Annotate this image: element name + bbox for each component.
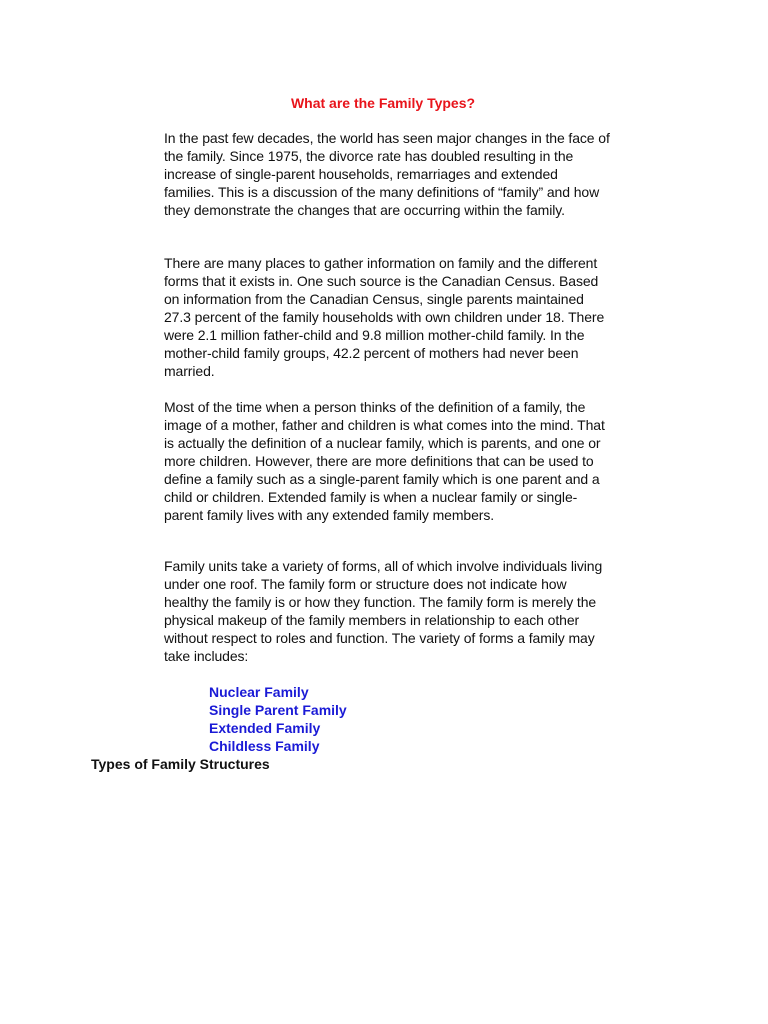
paragraph-intro: In the past few decades, the world has seen major changes in the face of the family. Since 1975, the divorce rate has doubled resulting in the increase of single-parent households, remarriages and extended families. This is a discussion of the many definitions of “family” and how they demonstrate the changes that are occurring within the family. (164, 130, 610, 218)
paragraph-definitions: Most of the time when a person thinks of the definition of a family, the image of a mother, father and children is what comes into the mind. That is actually the definition of a nuclear family, which is parents, and one or more children. However, there are more definitions that can be used to define a family such as a single-parent family which is one parent and a child or children. Extended family is when a nuclear family or single-parent family lives with any extended family members. (164, 399, 605, 523)
paragraph-family-forms: Family units take a variety of forms, all of which involve individuals living under one roof. The family form or structure does not indicate how healthy the family is or how they function. The family form is merely the physical makeup of the family members in relationship to each other without respect to roles and function. The variety of forms a family may take includes: (164, 558, 603, 664)
family-type-link-single-parent[interactable]: Single Parent Family (209, 702, 347, 718)
family-type-link-nuclear[interactable]: Nuclear Family (209, 684, 309, 700)
section-heading: Types of Family Structures (91, 756, 270, 772)
family-types-list (209, 683, 347, 755)
paragraph-census: There are many places to gather information on family and the different forms that it exists in. One such source is the Canadian Census. Based on information from the Canadian Census, single parents maintained 27.3 percent of the family households with own children under 18. There were 2.1 million father-child and 9.8 million mother-child family. In the mother-child family groups, 42.2 percent of mothers had never been married. (164, 255, 605, 379)
page-title: What are the Family Types? (290, 95, 476, 111)
family-type-link-extended[interactable]: Extended Family (209, 720, 321, 736)
family-type-link-childless[interactable]: Childless Family (209, 738, 320, 754)
